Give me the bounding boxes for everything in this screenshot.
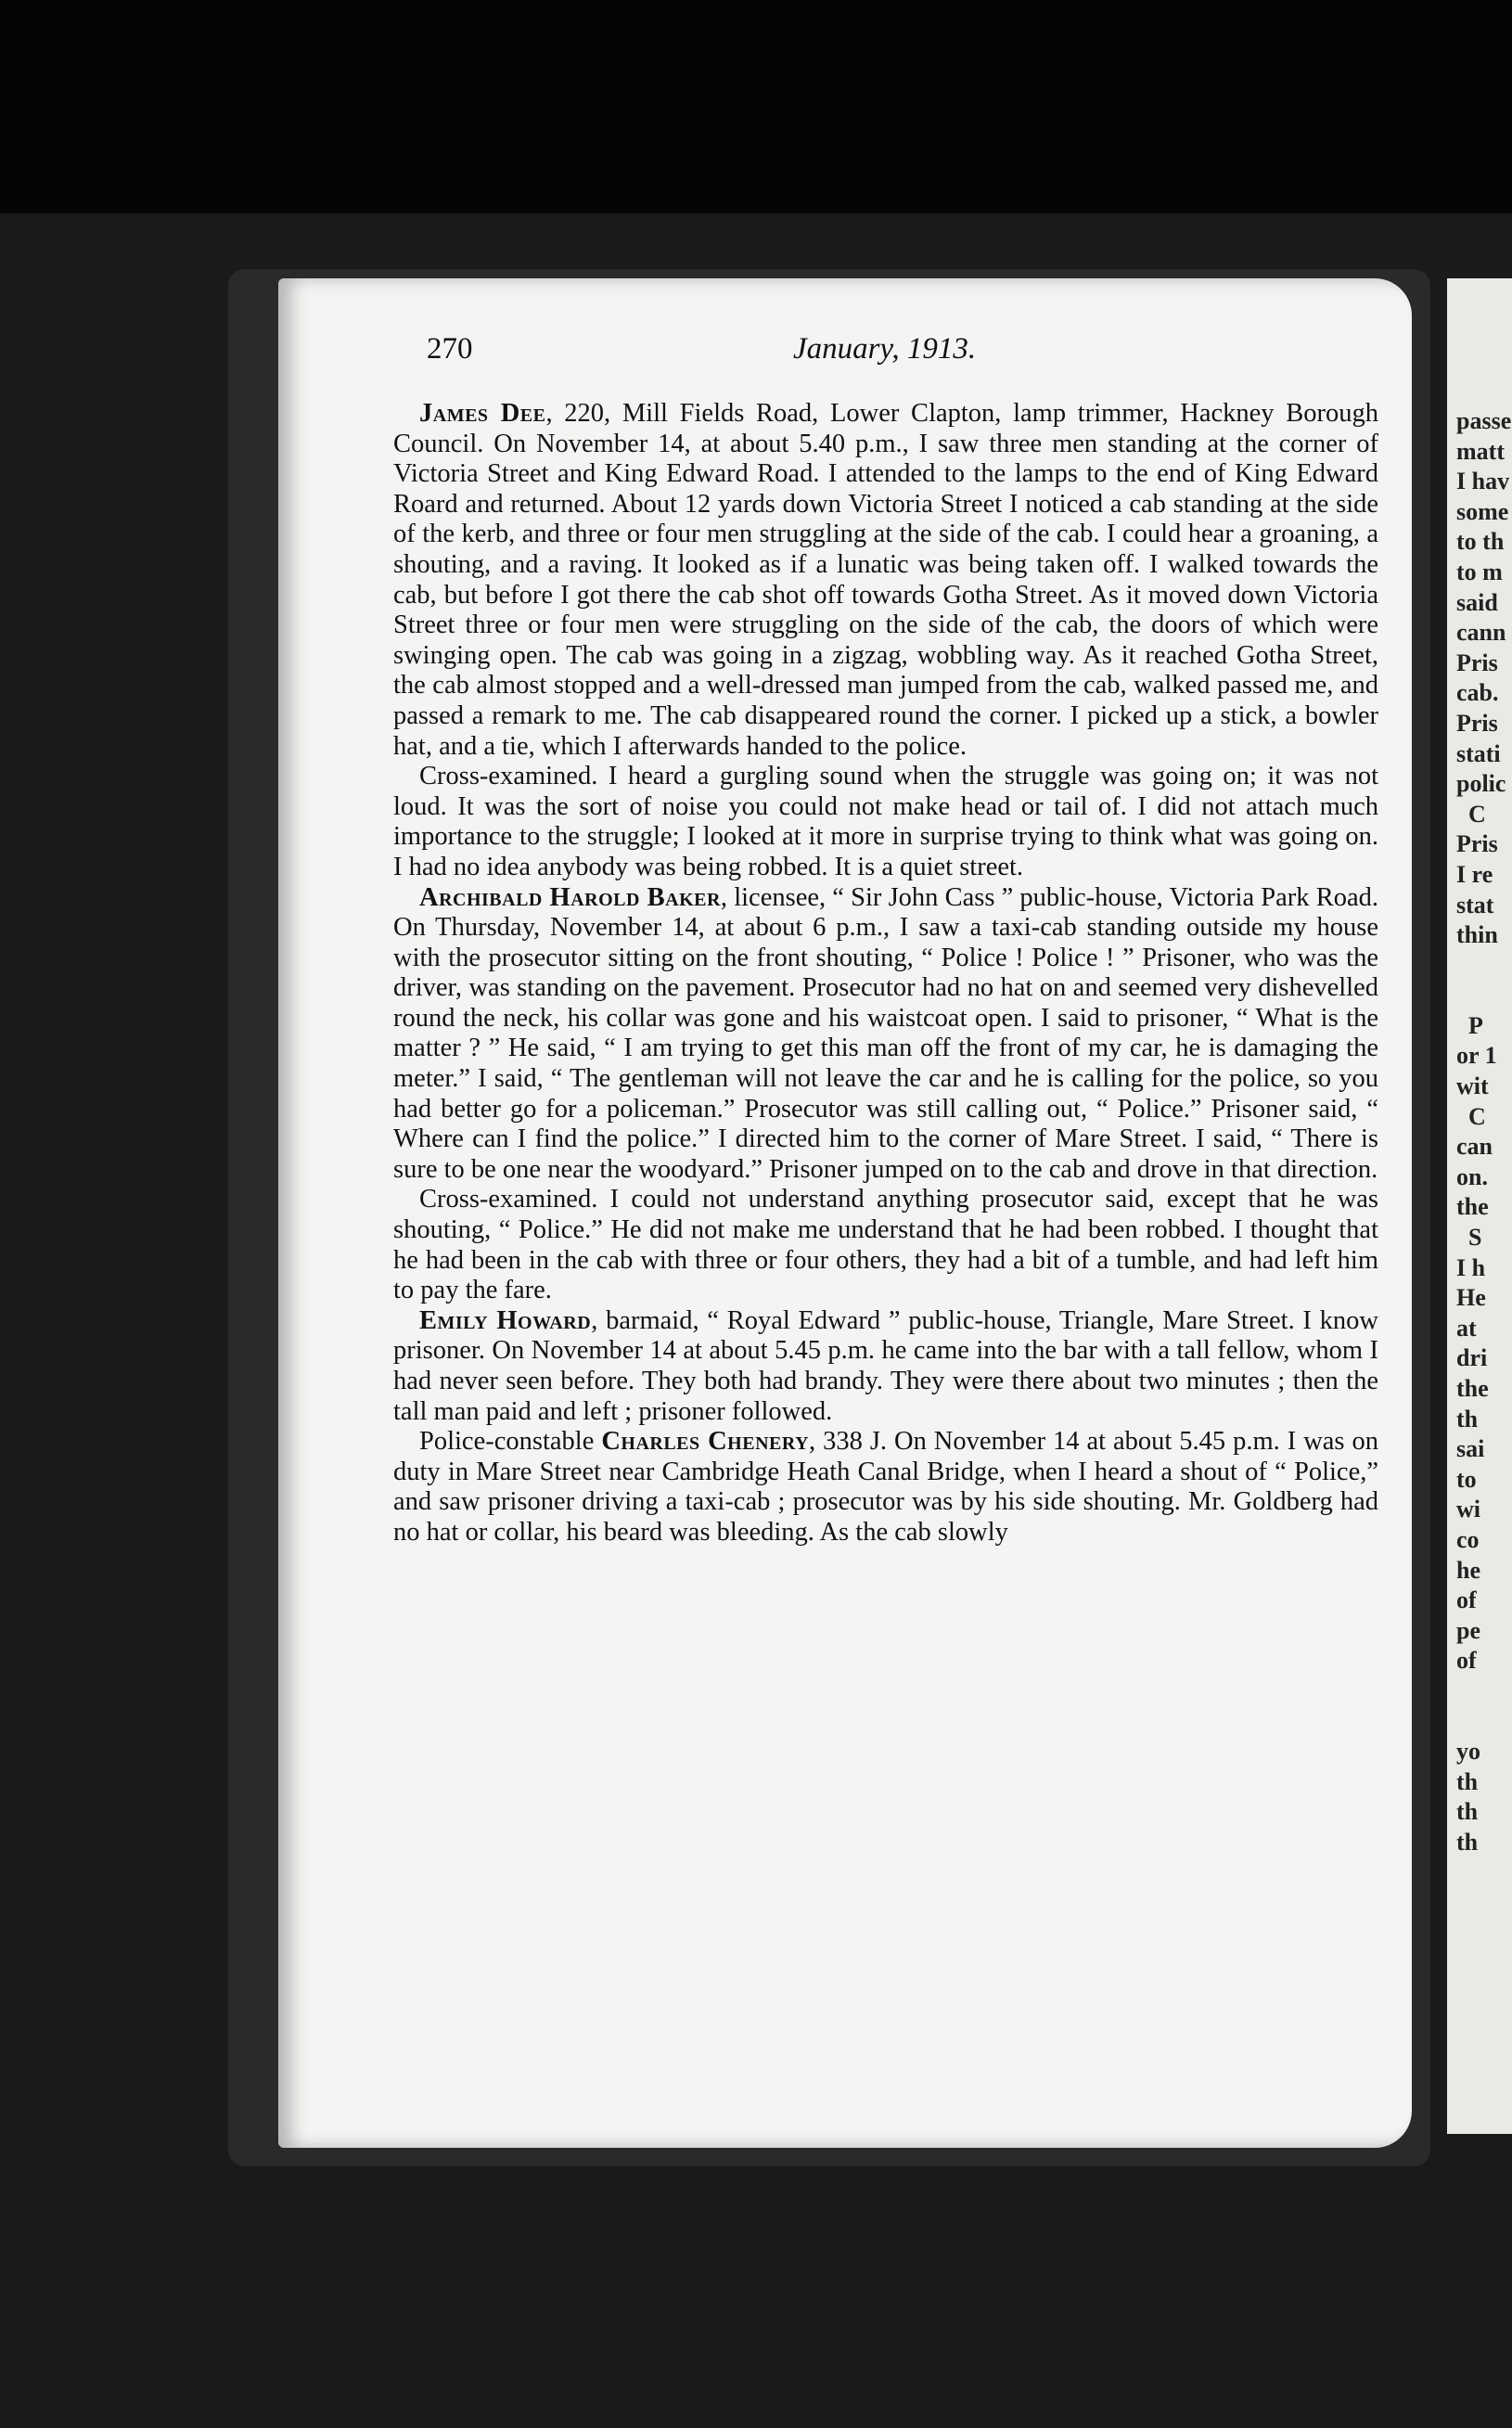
witness-name: Archibald Harold Baker (419, 882, 721, 912)
page-body (393, 399, 1378, 1548)
microfilm-dark-band (0, 0, 1512, 213)
page-number: 270 (427, 332, 473, 366)
paragraph-cross-examined-1 (393, 762, 1378, 882)
book-page (278, 278, 1412, 2148)
paragraph-text: , barmaid, “ Royal Edward ” public-house, Triangle, Mare Street. I know prisoner. On November 14 at about 5.45 p.m. he came into the bar with a tall fellow, whom I had never seen before. They both had brandy. They were there about two minutes ; then the tall man paid and left ; prisoner followed. (393, 1305, 1378, 1426)
witness-name: Emily Howard (419, 1305, 592, 1335)
paragraph-text: , 338 J. On November 14 at about 5.45 p.m. I was on duty in Mare Street near Cambridge Heath Canal Bridge, when I heard a shout of “ Police,” and saw prisoner driving a taxi-cab ; prosecutor was by his side shouting. Mr. Goldberg had no hat or collar, his beard was bleeding. As the cab slowly (393, 1427, 1378, 1547)
facing-page-edge (1447, 278, 1512, 2134)
paragraph-text: , licensee, “ Sir John Cass ” public-house, Victoria Park Road. On Thursday, November 14, at about 6 p.m., I saw a taxi-cab standing outside my house with the prosecutor sitting on the front shouting, “ Police ! Police ! ” Prisoner, who was the driver, was standing on the pavement. Prosecutor had no hat on and seemed very dishevelled round the neck, his collar was gone and his waistcoat open. I said to prisoner, “ What is the matter ? ” He said, “ I am trying to get this man off the front of my car, he is damaging the meter.” I said, “ The gentleman will not leave the car and he is calling for the police, so you had better go for a policeman.” Prosecutor was still calling out, “ Police.” Prisoner said, “ Where can I find the police.” I directed him to the corner of Mare Street. I said, “ There is sure to be one near the woodyard.” Prisoner jumped on to the cab and drove in that direction. (393, 882, 1378, 1184)
page-header (427, 332, 1289, 379)
paragraph-charles-chenery (393, 1427, 1378, 1548)
witness-name: Charles Chenery (601, 1427, 810, 1457)
witness-name: James Dee (419, 399, 546, 428)
paragraph-text: , 220, Mill Fields Road, Lower Clapton, lamp trimmer, Hackney Borough Council. On November 14, at about 5.40 p.m., I saw three men standing at the corner of Victoria Street and King Edward Road. I attended to the lamps to the end of King Edward Roard and returned. About 12 yards down Victoria Street I noticed a cab standing at the side of the kerb, and three or four men struggling at the side of the cab. I could hear a groaning, a shouting, and a raving. It looked as if a lunatic was being taken off. I walked towards the cab, but before I got there the cab shot off towards Gotha Street. As it moved down Victoria Street three or four men were struggling on the side of the cab, the doors of which were swinging open. The cab was going in a zigzag, wobbling way. As it reached Gotha Street, the cab almost stopped and a well-dressed man jumped from the cab, walked passed me, and passed a remark to me. The cab disappeared round the corner. I picked up a stick, a bowler hat, and a tie, which I afterwards handed to the police. (393, 399, 1378, 761)
facing-page-text-fragment: passe matt I hav some to th to m said cann Pris cab. Pris stati polic C Pris I re stat thin P or 1 wit C can on. the S I h He at dri the th sai to wi co he of pe of yo th th th (1456, 407, 1512, 1856)
paragraph-prefix: Police-constable (419, 1427, 602, 1457)
paragraph-cross-examined-2 (393, 1185, 1378, 1305)
paragraph-text: Cross-examined. I heard a gurgling sound when the struggle was going on; it was not loud. It was the sort of noise you could not make head or tail of. I did not attach much importance to the struggle; I looked at it more in surprise trying to think what was going on. I had no idea anybody was being robbed. It is a quiet street. (393, 762, 1378, 881)
paragraph-emily-howard (393, 1306, 1378, 1427)
paragraph-james-dee (393, 399, 1378, 762)
paragraph-text: Cross-examined. I could not understand anything prosecutor said, except that he was shouting, “ Police.” He did not make me understand that he had been robbed. I thought that he had been in the cab with three or four others, they had a bit of a tumble, and had left him to pay the fare. (393, 1185, 1378, 1305)
running-head: January, 1913. (793, 332, 977, 366)
paragraph-archibald-baker (393, 883, 1378, 1186)
